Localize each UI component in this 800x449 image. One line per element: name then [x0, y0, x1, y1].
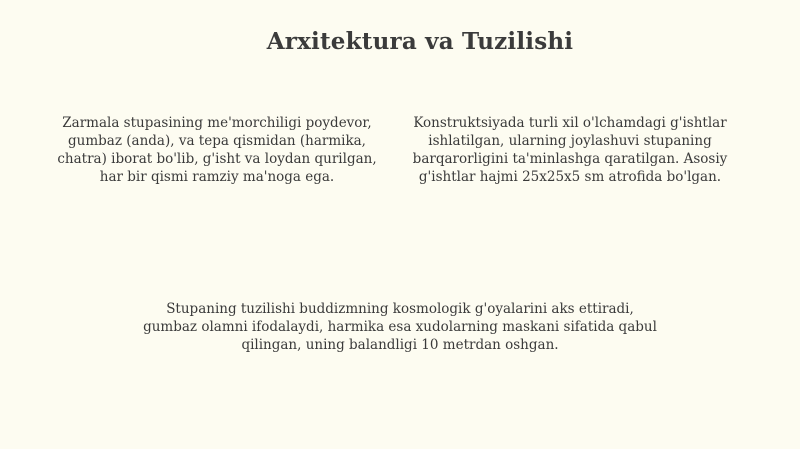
paragraph-construction-bricks: Konstruktsiyada turli xil o'lchamdagi g'ishtlar ishlatilgan, ularning joylashuvi stupaning barqarorligini ta'minlashga qaratilgan. Asosiy g'ishtlar hajmi 25x25x5 sm atrofida bo'lgan. [412, 115, 728, 185]
paragraph-architecture-overview: Zarmala stupasining me'morchiligi poydevor, gumbaz (anda), va tepa qismidan (harmika, chatra) iborat bo'lib, g'isht va loydan qurilgan, har bir qismi ramziy ma'noga ega. [57, 115, 377, 185]
slide-title: Arxitektura va Tuzilishi [266, 28, 574, 55]
paragraph-cosmology: Stupaning tuzilishi buddizmning kosmologik g'oyalarini aks ettiradi, gumbaz olamni ifodalaydi, harmika esa xudolarning maskani sifatida qabul qilingan, uning balandligi 10 metrdan oshgan. [143, 301, 657, 353]
